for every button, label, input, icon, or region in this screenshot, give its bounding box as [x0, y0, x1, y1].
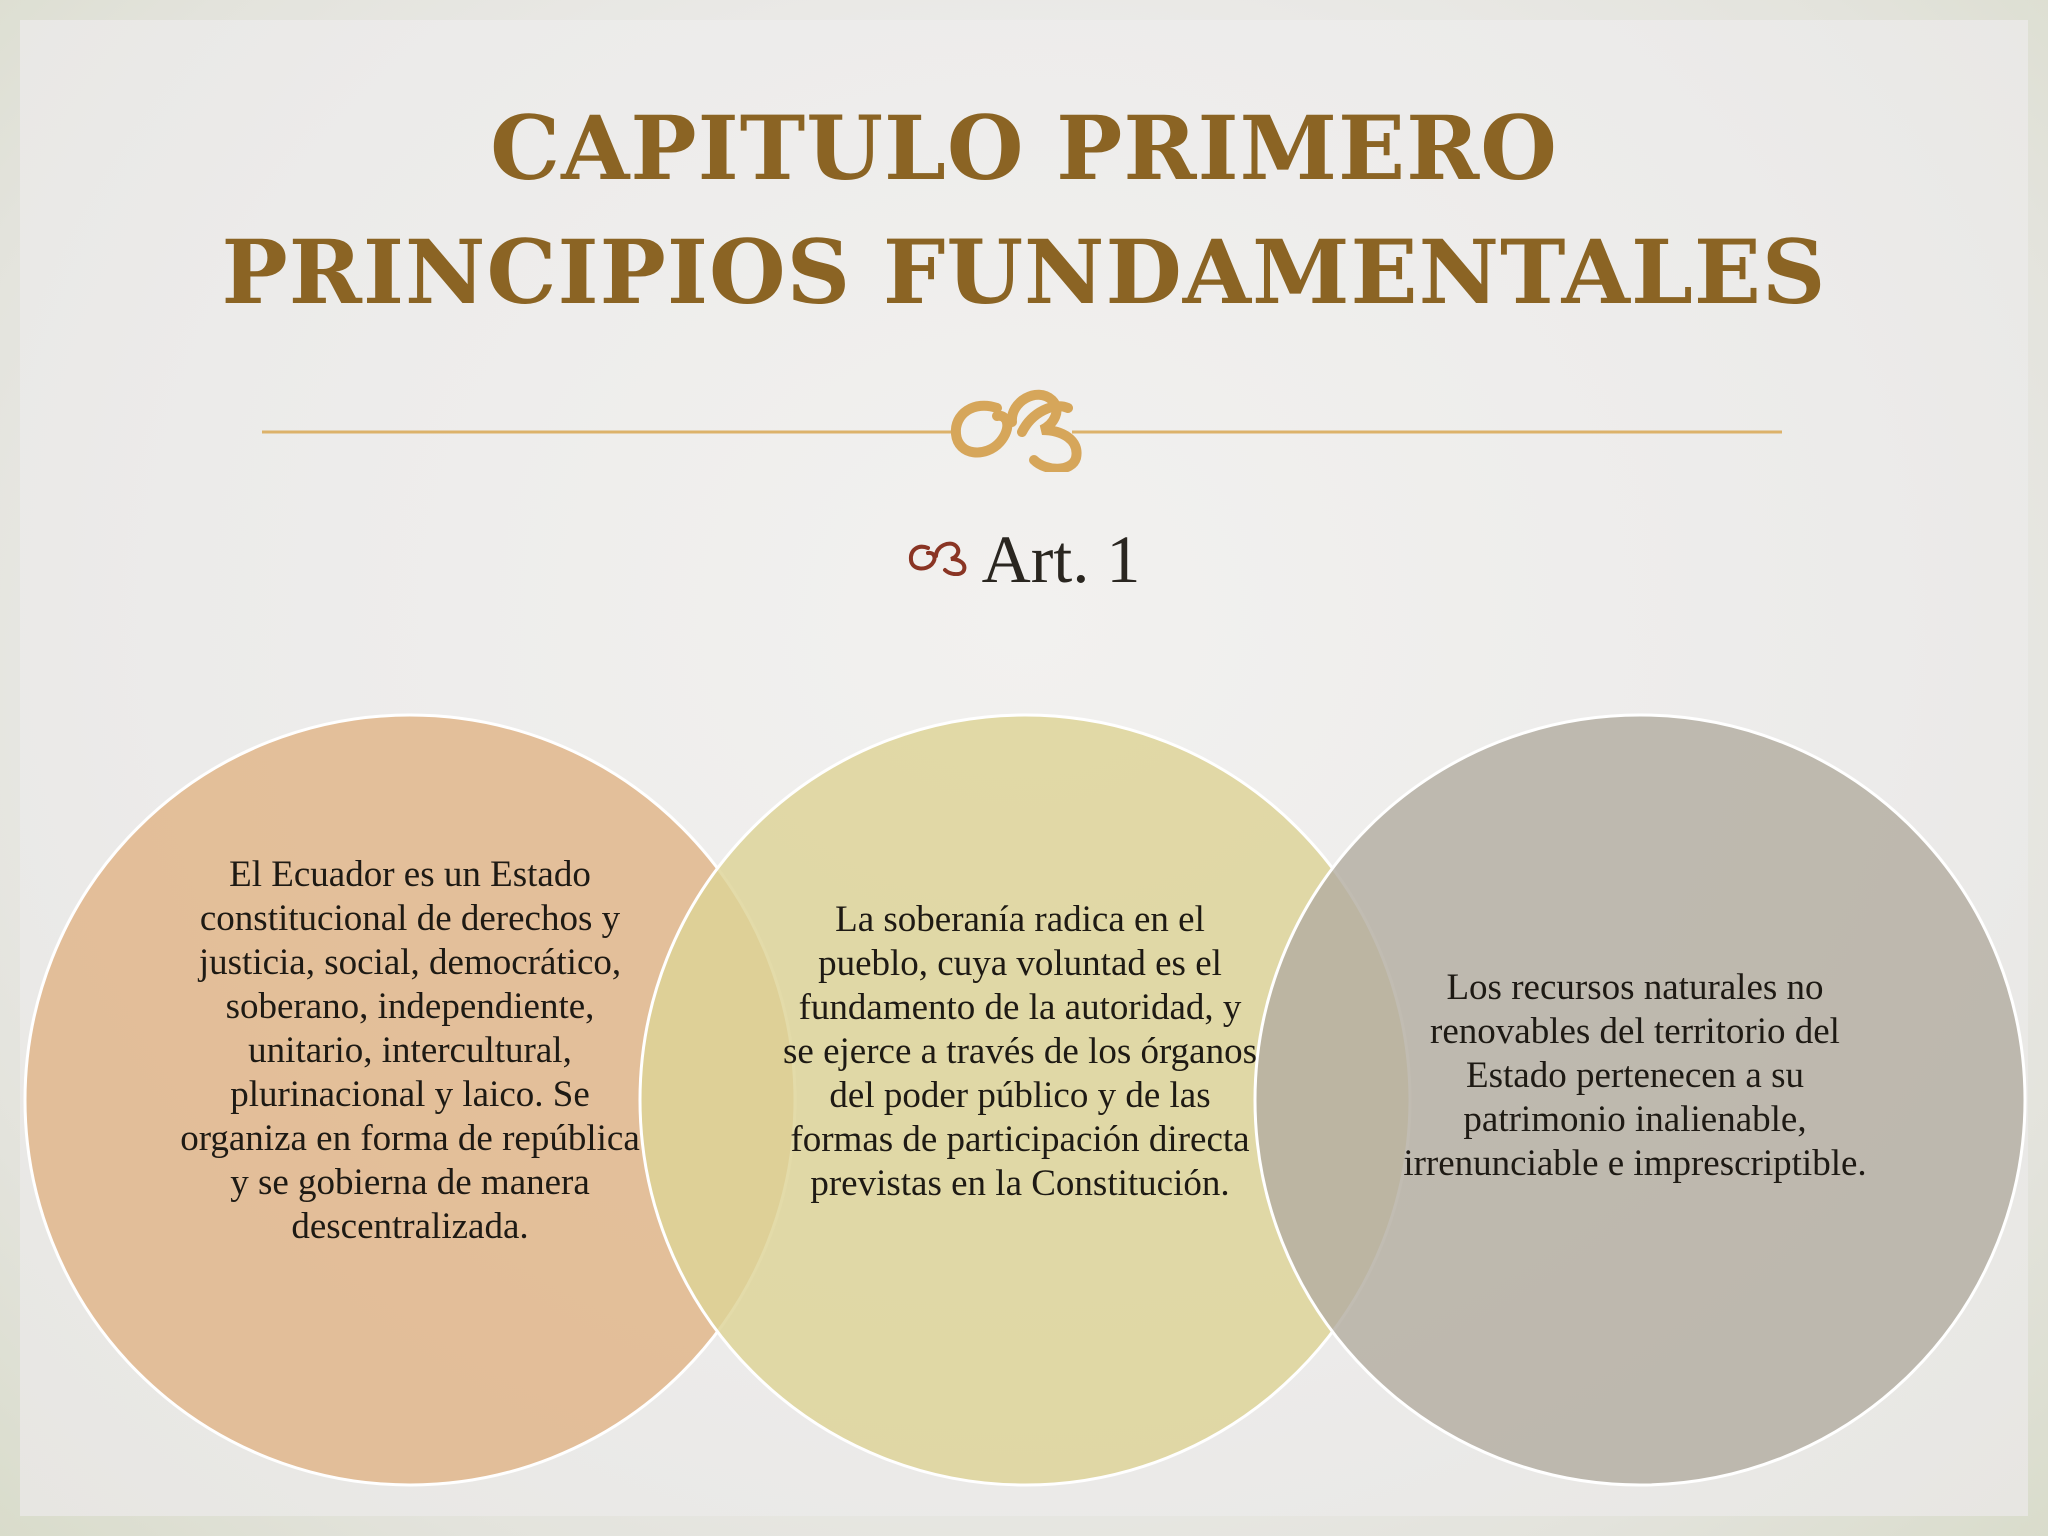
article-label: Art. 1	[981, 521, 1141, 597]
venn-circle-3-text: Los recursos naturales no renovables del territorio del Estado pertenecen a su patrimonio inalienable, irrenunciable e imprescriptible.	[1403, 967, 1867, 1184]
venn-circle-1-text: El Ecuador es un Estado constitucional de derechos y justicia, social, democrático, soberano, independiente, unitario, intercultural, plurinacional y laico. Se organiza en forma de república y se gobierna de manera descentralizada.	[180, 854, 640, 1247]
slide-title-line-1: CAPITULO PRIMERO	[490, 96, 1558, 200]
slide-title-line-2: PRINCIPIOS FUNDAMENTALES	[221, 220, 1827, 324]
venn-circle-2-text: La soberanía radica en el pueblo, cuya voluntad es el fundamento de la autoridad, y se ejerce a través de los órganos del poder público y de las formas de participación directa previstas en la Constitución.	[783, 899, 1257, 1204]
